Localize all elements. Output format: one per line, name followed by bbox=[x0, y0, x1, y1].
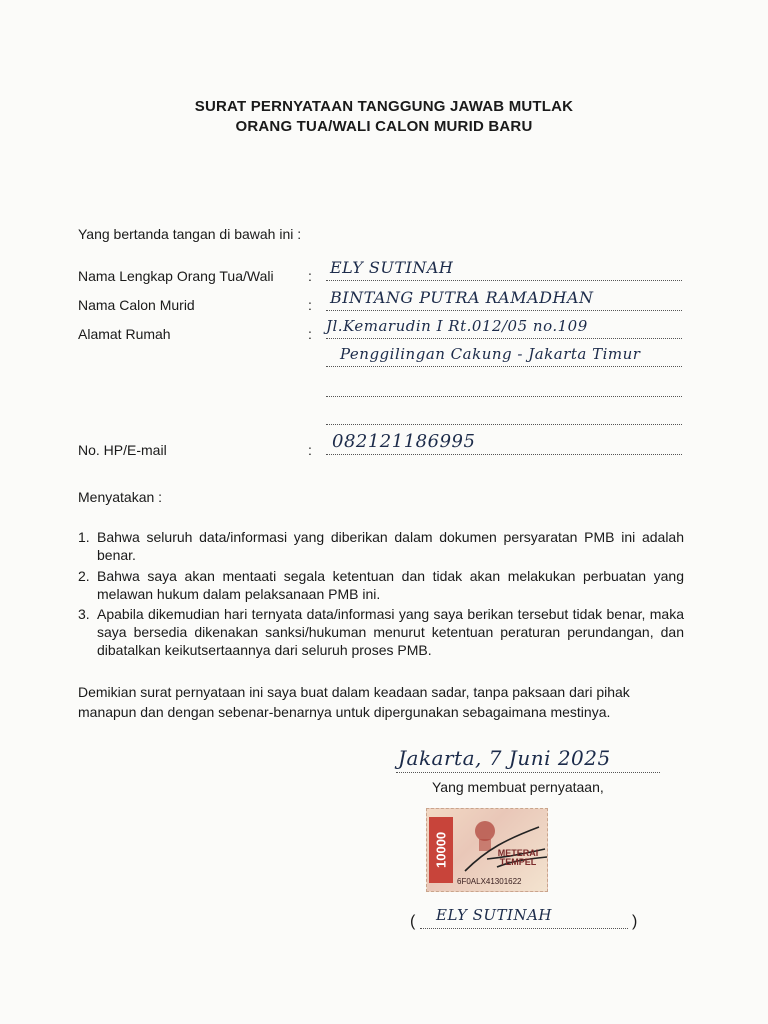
address-label: Alamat Rumah bbox=[78, 326, 171, 342]
revenue-stamp bbox=[426, 808, 548, 892]
statement-1 bbox=[78, 528, 684, 564]
parent-name-line bbox=[326, 280, 682, 281]
closing-paragraph: Demikian surat pernyataan ini saya buat dalam keadaan sadar, tanpa paksaan dari pihak manapun dan dengan sebenar-benarnya untuk dipergunakan sebagaimana mestinya. bbox=[78, 684, 630, 720]
parent-name-label: Nama Lengkap Orang Tua/Wali bbox=[78, 268, 274, 284]
place-date-line bbox=[396, 772, 660, 773]
close-paren: ) bbox=[632, 913, 638, 930]
address-line-2 bbox=[326, 366, 682, 367]
student-name-line bbox=[326, 310, 682, 311]
address-value-1: Jl.Kemarudin I Rt.012/05 no.109 bbox=[326, 317, 588, 335]
address-line-4 bbox=[326, 424, 682, 425]
declaring-label: Menyatakan : bbox=[78, 489, 163, 505]
student-name-colon: : bbox=[308, 297, 312, 313]
place-date-value: Jakarta, 7 Juni 2025 bbox=[398, 746, 611, 770]
statement-text: Bahwa saya akan mentaati segala ketentuan dan tidak akan melakukan perbuatan yang melawan hukum dalam pelaksanaan PMB ini. bbox=[97, 568, 684, 602]
statement-3 bbox=[78, 605, 684, 659]
statement-number: 1. bbox=[78, 529, 90, 545]
contact-value: 082121186995 bbox=[332, 431, 476, 452]
address-line-1 bbox=[326, 338, 682, 339]
address-value-2: Penggilingan Cakung - Jakarta Timur bbox=[340, 345, 641, 363]
statement-2 bbox=[78, 567, 684, 603]
statement-number: 3. bbox=[78, 606, 90, 622]
address-colon: : bbox=[308, 326, 312, 342]
student-name-label: Nama Calon Murid bbox=[78, 297, 195, 313]
signer-name-line bbox=[420, 928, 628, 929]
stamp-label: METERAI TEMPEL bbox=[497, 848, 539, 867]
contact-label: No. HP/E-mail bbox=[78, 442, 167, 458]
open-paren: ( bbox=[410, 913, 416, 930]
student-name-value: BINTANG PUTRA RAMADHAN bbox=[330, 288, 594, 307]
statement-text: Apabila dikemudian hari ternyata data/informasi yang saya berikan tersebut tidak benar, maka saya bersedia dikenakan sanksi/hukuman menurut ketentuan peraturan perundangan, dan dibatalkan keikutsertaannya dari seluruh proses PMB. bbox=[97, 606, 684, 658]
document-title-line2: ORANG TUA/WALI CALON MURID BARU bbox=[235, 118, 533, 135]
parent-name-colon: : bbox=[308, 268, 312, 284]
maker-label: Yang membuat pernyataan, bbox=[432, 779, 604, 795]
parent-name-value: ELY SUTINAH bbox=[330, 258, 454, 277]
address-line-3 bbox=[326, 396, 682, 397]
contact-line bbox=[326, 454, 682, 455]
stamp-serial: 6F0ALX41301622 bbox=[457, 877, 522, 886]
contact-colon: : bbox=[308, 442, 312, 458]
signer-name: ELY SUTINAH bbox=[436, 906, 553, 924]
statement-number: 2. bbox=[78, 568, 90, 584]
stamp-value: 10000 bbox=[429, 817, 453, 883]
document-title-line1: SURAT PERNYATAAN TANGGUNG JAWAB MUTLAK bbox=[194, 98, 574, 115]
intro-text: Yang bertanda tangan di bawah ini : bbox=[78, 226, 302, 242]
statement-text: Bahwa seluruh data/informasi yang diberikan dalam dokumen persyaratan PMB ini adalah benar. bbox=[97, 529, 684, 563]
